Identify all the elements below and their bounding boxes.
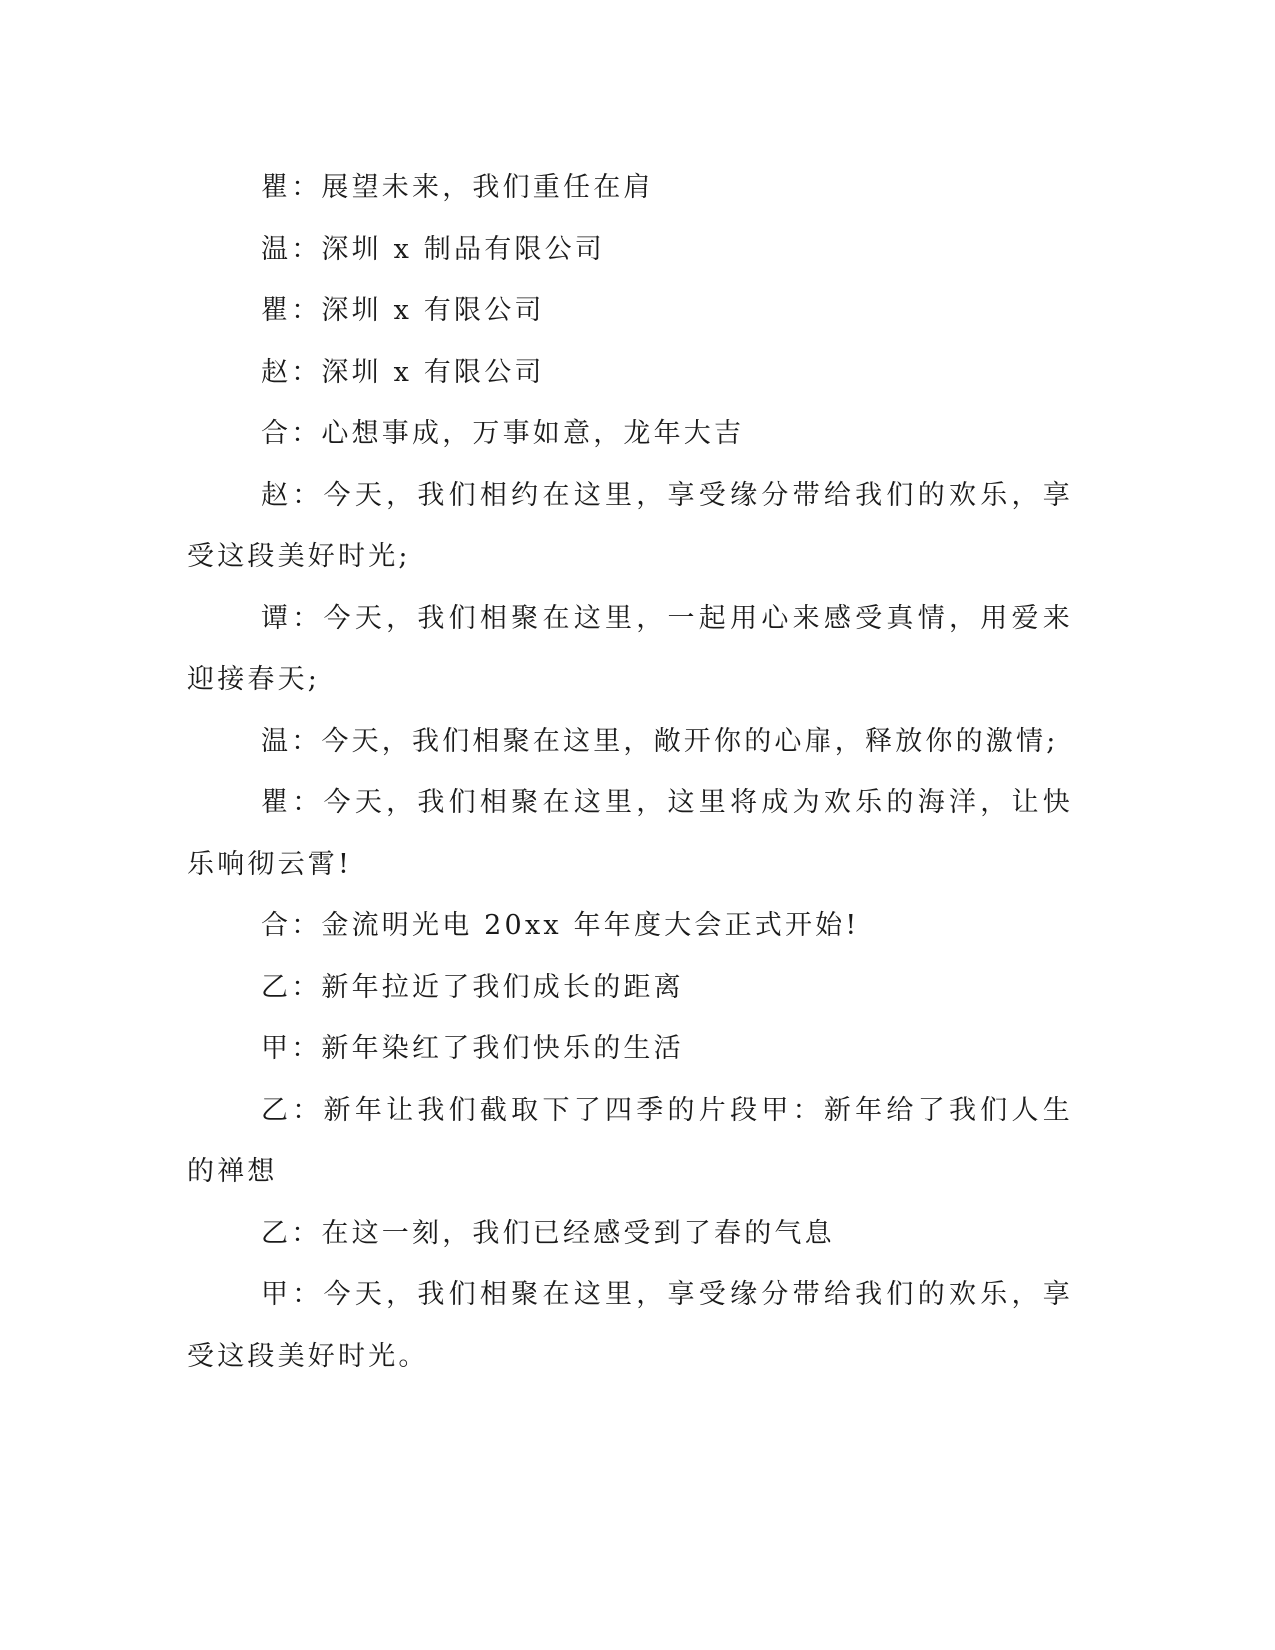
paragraph: 赵：深圳 x 有限公司 <box>261 356 545 388</box>
paragraph: 瞿：深圳 x 有限公司 <box>261 295 545 326</box>
paragraph: 瞿：今天，我们相聚在这里，这里将成为欢乐的海洋，让快乐响彻云霄! <box>187 787 1073 880</box>
paragraph: 甲：新年染红了我们快乐的生活 <box>261 1033 684 1064</box>
paragraph: 乙：新年让我们截取下了四季的片段甲：新年给了我们人生的禅想 <box>187 1094 1073 1187</box>
paragraph: 合：金流明光电 20xx 年年度大会正式开始! <box>261 910 860 941</box>
paragraph: 甲：今天，我们相聚在这里，享受缘分带给我们的欢乐，享受这段美好时光。 <box>187 1279 1073 1372</box>
paragraph: 赵：今天，我们相约在这里，享受缘分带给我们的欢乐，享受这段美好时光; <box>187 479 1073 572</box>
paragraph: 乙：在这一刻，我们已经感受到了春的气息 <box>261 1217 835 1249</box>
paragraph: 温：深圳 x 制品有限公司 <box>261 233 605 265</box>
paragraph: 谭：今天，我们相聚在这里，一起用心来感受真情，用爱来迎接春天; <box>187 602 1073 695</box>
paragraph: 瞿：展望未来，我们重任在肩 <box>261 172 654 203</box>
paragraph: 乙：新年拉近了我们成长的距离 <box>261 971 684 1003</box>
paragraph: 合：心想事成，万事如意，龙年大吉 <box>261 418 745 449</box>
paragraph: 温：今天，我们相聚在这里，敞开你的心扉，释放你的激情; <box>261 725 1059 757</box>
document-body <box>187 157 1073 1387</box>
